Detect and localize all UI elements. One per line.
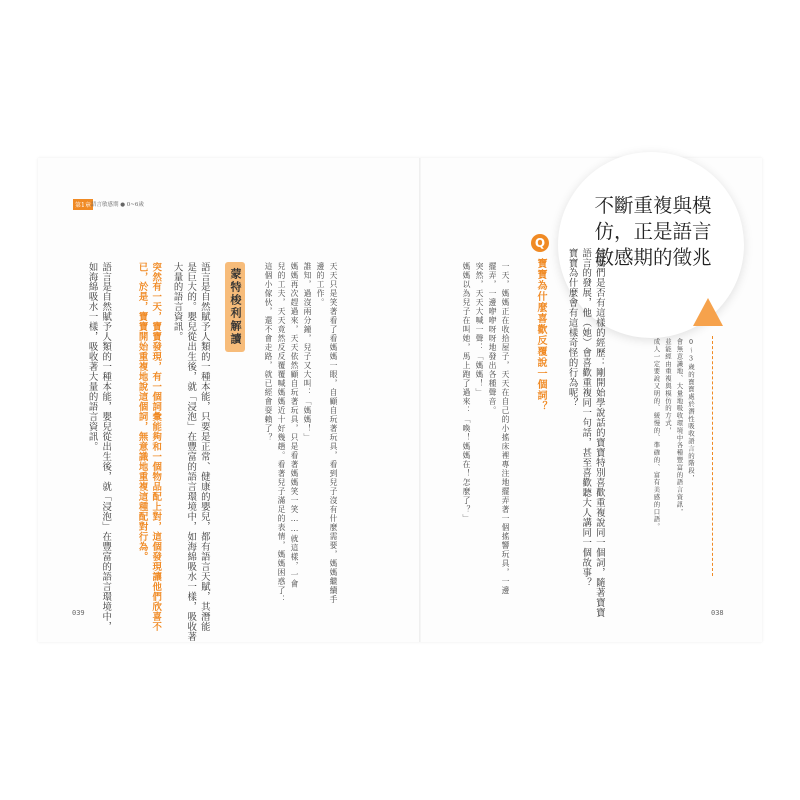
- chapter-title: 語言敏感期 ● 0~6歲: [91, 202, 144, 208]
- tip-text: [650, 338, 696, 530]
- tip-line: 0～3歲的寶寶處於潛性吸收語言的階段，: [687, 338, 695, 482]
- story-line: 天天只是笑著看了看媽媽一眼，自顧自玩著玩具，看到兒子沒有什麼需要，媽媽繼續手: [329, 262, 338, 604]
- intro-line: 寶寶為什麼會有這樣奇怪的行為呢？: [566, 248, 578, 408]
- paragraph-line: 大量的語言資訊。: [171, 262, 183, 342]
- tip-line: 並能經由重複與模仿的方式，: [664, 338, 672, 435]
- story-line: 這個小傢伙，還不會走路，就已經會耍賴了？: [264, 262, 273, 442]
- paragraph-line: 是巨大的。嬰兒從出生後，就「浸泡」在豐富的語言環境中，如海綿吸水一樣，吸收著: [185, 262, 197, 642]
- orange-triangle-decoration: [693, 298, 723, 326]
- paragraph-3: [85, 262, 112, 632]
- story-line: 兒的工夫，天天竟然反反覆覆喊媽媽近十好幾趟。看著兒子滿足的表情，媽媽困惑了：: [277, 262, 286, 604]
- intro-line: 語言的發展，他（她）會喜歡重複同一句話，甚至喜歡聽大人講同一個故事？: [580, 248, 592, 588]
- page-gutter: [419, 158, 421, 642]
- page-number-right: 038: [711, 609, 724, 617]
- paragraph-1: [170, 262, 211, 642]
- story-line: 邊的工作。: [316, 262, 325, 307]
- story-line: 誰知，過沒兩分鐘，兒子又大叫：「媽媽！」: [303, 262, 312, 442]
- highlight-paragraph: [135, 262, 162, 632]
- story-line: 突然，天天大喊一聲：「媽媽！」: [475, 262, 484, 397]
- paragraph-line: 如海綿吸水一樣，吸收著大量的語言資訊。: [86, 262, 98, 452]
- question-title: 寶寶為什麼喜歡反覆說一個詞？: [535, 258, 546, 412]
- intro-paragraph: [565, 248, 606, 618]
- tip-line: 成人一定要說又明的、緩慢的、準確的、富有美感的口語。: [652, 338, 661, 531]
- tip-line: 會無意識地、大量地吸收環境中各種豐富的語言資訊，: [675, 338, 684, 516]
- story-line: 一天，媽媽正在收拾屋子，天天在自己的小搖床裡專注地擺弄著一個搖響玩具，一邊: [501, 262, 510, 595]
- highlight-line: 已，於是，寶寶開始重複地說這個詞，無意識地重複這種配對行為。: [136, 262, 148, 562]
- paragraph-line: 語言是自然賦予人類的一種本能，只要是正常、健康的嬰兒，都有語言天賦，其潛能: [198, 262, 210, 632]
- highlight-line: 突然有一天，寶寶發現，有一個詞彙能夠和一個物品配上對，這個發現讓他們欣喜不: [150, 262, 162, 632]
- intro-line: 爸媽們是否有這樣的經歷：剛開始學說話的寶寶特別喜歡重複說同一個詞，隨著寶寶: [593, 248, 605, 618]
- story-right: [460, 262, 512, 595]
- paragraph-line: 語言是自然賦予人類的一種本能，嬰兒從出生後，就「浸泡」在豐富的語言環境中，: [100, 262, 112, 632]
- chapter-tag: 第1章: [73, 199, 93, 210]
- question-badge: Q: [531, 234, 549, 252]
- page-number-left: 039: [72, 609, 85, 617]
- tip-dashed-line: [712, 336, 713, 576]
- page-headline: 不斷重複與模仿，正是語言敏感期的徵兆: [594, 194, 712, 269]
- story-line: 媽媽再次趕過來，天天依然顧自玩著玩具，只是看著媽媽笑一笑……就這樣，一會: [290, 262, 299, 589]
- story-line: 媽媽以為兒子在叫她，馬上跑了過來：「喚！媽媽在！怎麼了？」: [462, 262, 471, 523]
- section-subhead: 蒙特梭利解讀: [225, 262, 245, 352]
- story-left: [262, 262, 340, 604]
- story-line: 擺弄，一邊咿咿呀呀地發出各種聲音。: [488, 262, 497, 415]
